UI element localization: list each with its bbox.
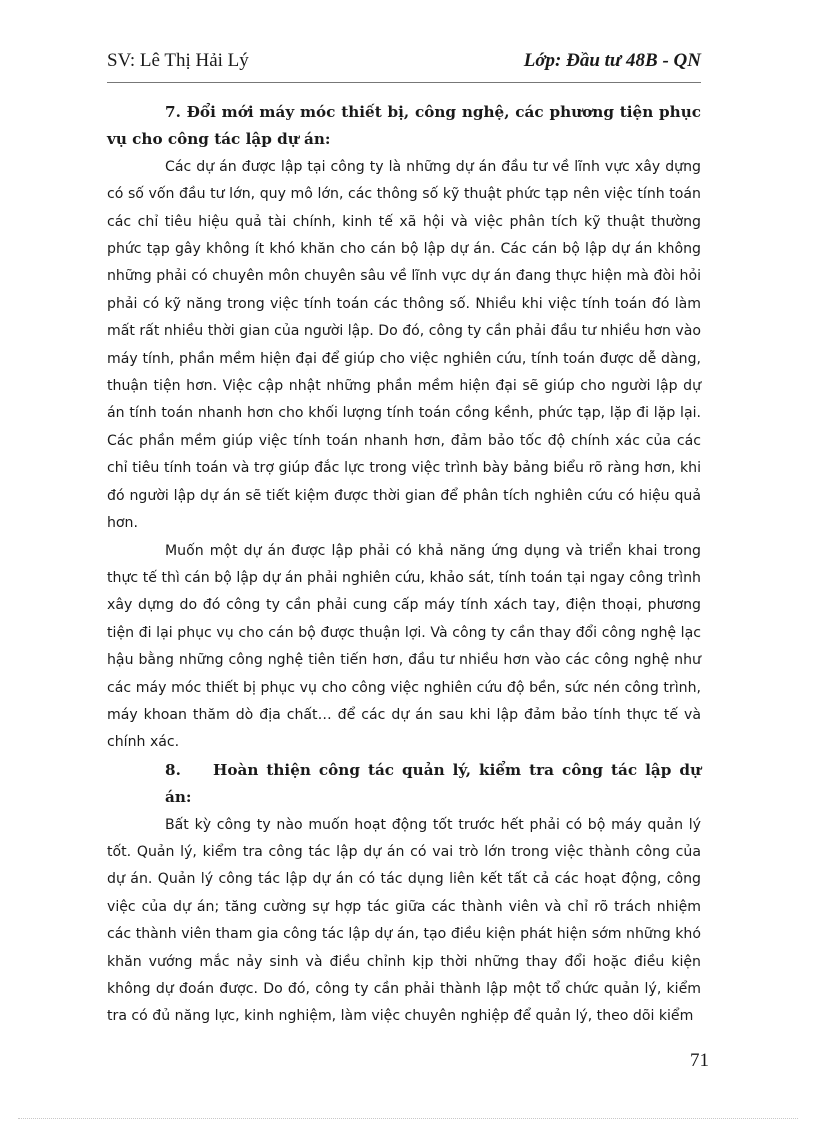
footer-divider [18, 1118, 798, 1119]
section-8-paragraph-1: Bất kỳ công ty nào muốn hoạt động tốt trước hết phải có bộ máy quản lý tốt. Quản lý, kiểm tra công tác lập dự án có vai trò lớn trong việc thành công của dự án. Quản lý công tác lập dự án có tác dụng liên kết tất cả các hoạt động, công việc của dự án; tăng cường sự hợp tác giữa các thành viên và chỉ rõ trách nhiệm các thành viên tham gia công tác lập dự án, tạo điều kiện phát hiện sớm những khó khăn vướng mắc nảy sinh và điều chỉnh kịp thời những thay đổi hoặc điều kiện không dự đoán được. Do đó, công ty cần phải thành lập một tổ chức quản lý, kiểm tra có đủ năng lực, kinh nghiệm, làm việc chuyên nghiệp để quản lý, theo dõi kiểm [107, 816, 701, 1025]
section-8-number: 8. [165, 760, 181, 779]
section-7-heading: 7. Đổi mới máy móc thiết bị, công nghệ, các phương tiện phục vụ cho công tác lập dự án: [107, 103, 701, 149]
page-number: 71 [690, 1050, 709, 1071]
section-8-title: Hoàn thiện công tác quản lý, kiểm tra công tác lập dự án: [165, 760, 701, 807]
section-7-paragraph-2: Muốn một dự án được lập phải có khả năng ứng dụng và triển khai trong thực tế thì cán bộ lập dự án phải nghiên cứu, khảo sát, tính toán tại ngay công trình xây dựng do đó công ty cần phải cung cấp máy tính xách tay, điện thoại, phương tiện đi lại phục vụ cho cán bộ được thuận lợi. Và công ty cần thay đổi công nghệ lạc hậu bằng những công nghệ tiên tiến hơn, đầu tư nhiều hơn vào các công nghệ như các máy móc thiết bị phục vụ cho công việc nghiên cứu độ bền, sức nén công trình, máy khoan thăm dò địa chất… để các dự án sau khi lập đảm bảo tính thực tế và chính xác. [107, 542, 701, 751]
header-divider [107, 82, 701, 83]
class-name: Lớp: Đầu tư 48B - QN [523, 50, 701, 71]
page-header [107, 50, 701, 76]
student-name: SV: Lê Thị Hải Lý [107, 50, 249, 71]
section-7-paragraph-1: Các dự án được lập tại công ty là những dự án đầu tư về lĩnh vực xây dựng có số vốn đầu tư lớn, quy mô lớn, các thông số kỹ thuật phức tạp nên việc tính toán các chỉ tiêu hiệu quả tài chính, kinh tế xã hội và việc phân tích kỹ thuật thường phức tạp gây không ít khó khăn cho cán bộ lập dự án. Các cán bộ lập dự án không những phải có chuyên môn chuyên sâu về lĩnh vực dự án đang thực hiện mà đòi hỏi phải có kỹ năng trong việc tính toán các thông số. Nhiều khi việc tính toán đó làm mất rất nhiều thời gian của người lập. Do đó, công ty cần phải đầu tư nhiều hơn vào máy tính, phần mềm hiện đại để giúp cho việc nghiên cứu, tính toán được dễ dàng, thuận tiện hơn. Việc cập nhật những phần mềm hiện đại sẽ giúp cho người lập dự án tính toán nhanh hơn cho khối lượng tính toán cồng kềnh, phức tạp, lặp đi lặp lại. Các phần mềm giúp việc tính toán nhanh hơn, đảm bảo tốc độ chính xác của các chỉ tiêu tính toán và trợ giúp đắc lực trong việc trình bày bảng biểu rõ ràng hơn, khi đó người lập dự án sẽ tiết kiệm được thời gian để phân tích nghiên cứu có hiệu quả hơn. [107, 158, 701, 532]
section-8-heading [107, 757, 701, 812]
document-body [107, 99, 701, 1031]
